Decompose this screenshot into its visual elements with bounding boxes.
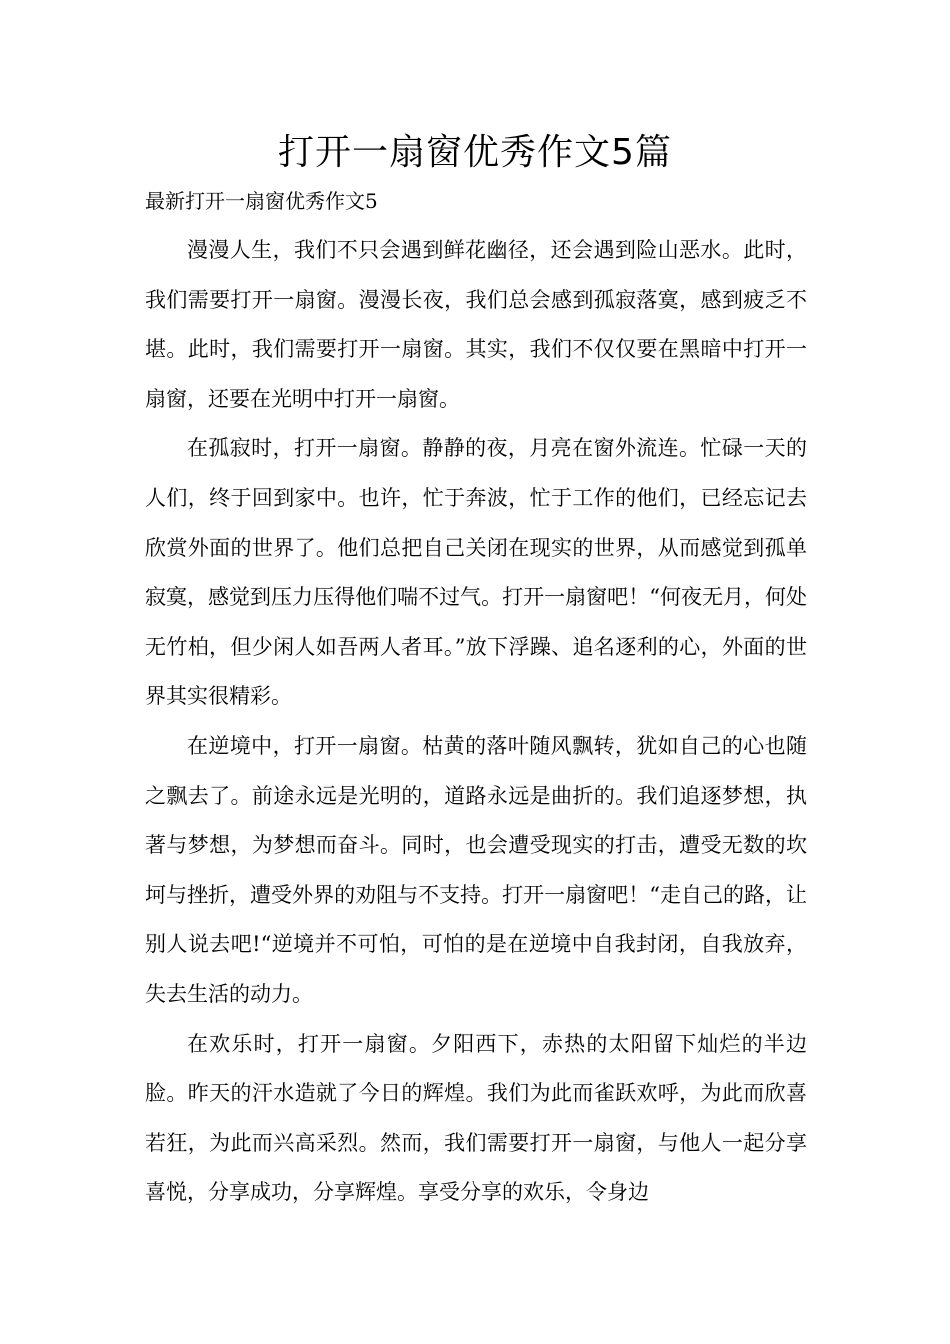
- paragraph: 在孤寂时，打开一扇窗。静静的夜，月亮在窗外流连。忙碌一天的人们，终于回到家中。也许，忙于奔波，忙于工作的他们，已经忘记去欣赏外面的世界了。他们总把自己关闭在现实的世界，从而感觉到孤单寂寞，感觉到压力压得他们喘不过气。打开一扇窗吧！“何夜无月，何处无竹柏，但少闲人如吾两人者耳。”放下浮躁、追名逐利的心，外面的世界其实很精彩。: [145, 436, 807, 709]
- document-title: 打开一扇窗优秀作文5篇: [278, 132, 672, 173]
- paragraph: 漫漫人生，我们不只会遇到鲜花幽径，还会遇到险山恶水。此时，我们需要打开一扇窗。漫漫长夜，我们总会感到孤寂落寞，感到疲乏不堪。此时，我们需要打开一扇窗。其实，我们不仅仅要在黑暗中打开一扇窗，还要在光明中打开一扇窗。: [145, 238, 807, 411]
- document-body: [145, 226, 807, 1218]
- paragraph: 在欢乐时，打开一扇窗。夕阳西下，赤热的太阳留下灿烂的半边脸。昨天的汗水造就了今日的辉煌。我们为此而雀跃欢呼，为此而欣喜若狂，为此而兴高采烈。然而，我们需要打开一扇窗，与他人一起分享喜悦，分享成功，分享辉煌。享受分享的欢乐，令身边: [145, 1031, 807, 1205]
- paragraph: 在逆境中，打开一扇窗。枯黄的落叶随风飘转，犹如自己的心也随之飘去了。前途永远是光明的，道路永远是曲折的。我们追逐梦想，执著与梦想，为梦想而奋斗。同时，也会遭受现实的打击，遭受无数的坎坷与挫折，遭受外界的劝阻与不支持。打开一扇窗吧！“走自己的路，让别人说去吧!“逆境并不可怕，可怕的是在逆境中自我封闭，自我放弃，失去生活的动力。: [145, 733, 807, 1006]
- document-subtitle: 最新打开一扇窗优秀作文5: [145, 189, 378, 213]
